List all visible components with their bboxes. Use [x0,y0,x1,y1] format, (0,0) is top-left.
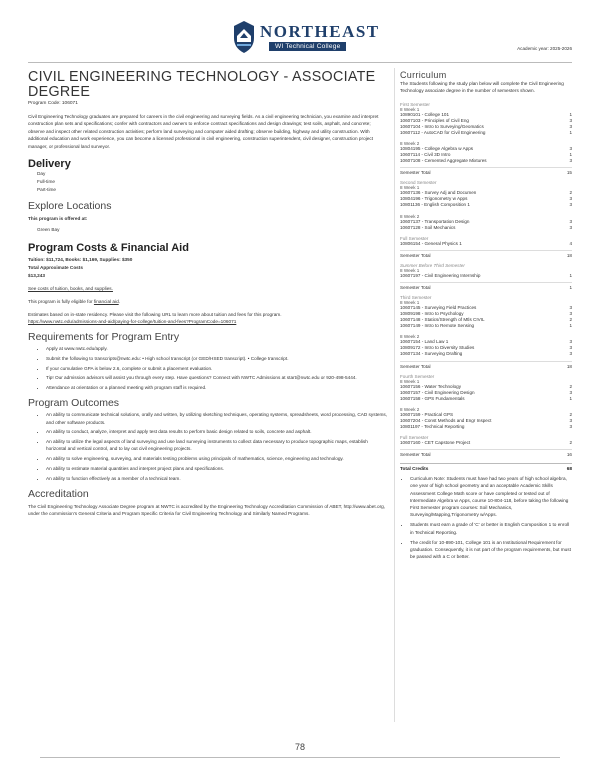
costs-heading: Program Costs & Financial Aid [28,242,189,255]
semester-title: First Semester [400,101,430,107]
semester-total-label: Semester Total [400,452,431,458]
course-credits: 3 [569,311,572,316]
course-credits: 2 [569,411,572,417]
course-name: 10607114 - Civil 3D Intro [400,152,451,158]
semester-total [400,361,572,369]
course-credits: 1 [569,111,572,117]
course-row [400,351,572,357]
program-description: Civil Engineering Technology graduates are prepared for careers in the civil engineering and surveying fields. As a civil engineering technician, you examine and interpret construction plan sets and specifications; confer with contractors and owners to enforce contract specifications and design drawings; test soils, asphalt, and concrete; observe and inspect other related construction activities; perform land surveying and computer aided drafting; observe building, highway and utility construction. With additional education and work experience, you can become a licensed professional in civil engineering, construction superintendent, civil designer, construction project manager, or professional land surveyor. [28,114,379,149]
course-row [400,273,572,279]
approx-costs-label: Total Approximate Costs [28,265,83,271]
course-name: 10607157 - Civil Engineering Design [400,389,475,395]
course-credits: 2 [569,317,572,323]
course-row [400,130,572,136]
list-item: • If your cumulative GPA is below 2.6, complete or submit a placement evaluation. [46,365,388,372]
total-credits-value: 68 [566,466,572,472]
course-credits: 2 [569,440,572,446]
list-item: • Tip! Our admission advisors will assist you through every step. Have questions? Connect with NWTC Admissions at start@nwtc.edu or 920-498-5444. [46,374,388,381]
course-name: 10607149 - Intro to Remote Sensing [400,323,475,329]
course-credits: 1 [569,272,572,278]
total-credits-label: Total Credits [400,466,429,472]
course-row [400,424,572,430]
aid-suffix: . [118,299,120,305]
session-label: 8 Week 2 [400,406,420,412]
course-credits: 2 [569,190,572,196]
session-label: Full Semester [400,235,429,241]
financial-aid-line [28,298,388,306]
list-item: • Apply at www.nwtc.edu/apply. [46,345,388,352]
course-credits: 1 [569,129,572,135]
course-name: 10607158 - GPS Fundamentals [400,395,465,401]
financial-aid-link[interactable]: financial aid [93,299,119,305]
course-name: 10801136 - English Composition 1 [400,202,470,208]
course-credits: 2 [569,383,572,389]
course-name: 10607112 - AutoCAD for Civil Engineering [400,129,486,135]
course-name: 10607145 - Surveying Field Practices [400,304,477,310]
list-item: • An ability to communicate technical solutions, orally and written, by utilizing sketching techniques, operating systems, spreadsheets, word processing, CAD systems, and other software products. [46,411,388,425]
course-name: 10801197 - Technical Reporting [400,424,465,430]
semester-title: Second Semester [400,180,437,186]
list-item: • An ability to solve engineering, surveying, and materials testing problems using principals of mathematics, science, engineering and technology. [46,455,388,462]
course-credits: 3 [569,196,572,202]
course-name: 10890101 - College 101 [400,111,450,117]
course-credits: 3 [569,145,572,151]
session-label: 8 Week 1 [400,378,420,384]
course-name: 10809198 - Intro to Psychology [400,311,464,316]
accreditation-heading: Accreditation [28,488,89,501]
requirements-heading: Requirements for Program Entry [28,331,180,344]
session-label: 8 Week 1 [400,185,420,191]
course-row [400,241,572,247]
course-credits: 3 [569,202,572,208]
header-divider [28,62,572,63]
list-item: • An ability to estimate material quantities and interpret project plans and specifications. [46,465,388,472]
course-credits: 3 [569,304,572,310]
session-label: 8 Week 1 [400,106,420,112]
semester-title: Fourth Semester [400,373,435,379]
footer-divider [40,757,560,758]
course-credits: 3 [569,417,572,423]
list-item: • An ability to conduct, analyze, interpret and apply test data results to perform basic design related to soils, concrete and asphalt. [46,428,388,435]
total-credits [400,463,572,471]
course-name: 10607108 - Cemented Aggregate Mixtures [400,158,487,164]
semester-total [400,449,572,457]
curriculum-heading: Curriculum [400,70,447,80]
semester-total-value: 16 [566,452,572,458]
course-credits: 1 [569,152,572,158]
course-name: 10607103 - Principles of Civil Eng [400,117,469,123]
delivery-item: Full-time [37,179,55,185]
course-name: 10607156 - Water Technology [400,383,462,389]
course-credits: 3 [569,424,572,430]
course-row [400,225,572,231]
semester-title: Third Semester [400,294,432,300]
list-item: • An ability to utilize the legal aspects of land surveying and use land surveying instruments to collect data necessary to produce topographic maps, establish horizontal and vertical control, and to lay out civil engineering projects. [46,438,388,452]
semester-total [400,282,572,290]
program-details-column [28,70,388,518]
explore-locations-heading: Explore Locations [28,200,112,213]
course-name: 10804195 - College Algebra w Apps [400,145,474,151]
course-row [400,440,572,446]
outcomes-list [28,411,388,482]
column-divider [394,68,395,722]
course-name: 10607159 - Practical GPS [400,411,454,417]
list-item: • Curriculum Note: Students must have had two years of high school algebra, one year of high school geometry and an acceptable Academic Skills Assessment College Math score or have completed or tested out of Intermediate Algebra w Apps, course 10-804-118, before taking the following First Semester program courses: Soil Mechanics, Surveying/Mapping,Trigonometry w/Apps. [410,475,572,518]
college-logo [232,20,380,56]
shield-logo-icon [232,20,256,54]
course-row [400,158,572,164]
semester-total [400,167,572,175]
curriculum-intro: The Students following the study plan below will complete the Civil Engineering Technology associate degree in the number of semesters shown. [400,81,564,93]
curriculum-notes [400,475,572,560]
semester-total-value: 15 [566,170,572,176]
course-row [400,202,572,208]
session-label: 8 Week 2 [400,140,420,146]
course-name: 10607134 - Surveying Drafting [400,351,463,357]
course-name: 10607137 - Transportation Design [400,218,470,224]
course-credits: 3 [569,123,572,129]
semester-total-label: Semester Total [400,170,431,176]
list-item: • Attendance at orientation or a planned meeting with program staff is required. [46,384,388,391]
semester-total-value: 18 [566,363,572,369]
course-name: 10607104 - Intro to Surveying/Geomatics [400,123,484,129]
page-title: CIVIL ENGINEERING TECHNOLOGY - ASSOCIATE DEGREE [28,69,376,100]
course-credits: 3 [569,224,572,230]
semester-total-label: Semester Total [400,252,431,258]
semester-total-label: Semester Total [400,284,431,290]
semester-total-label: Semester Total [400,363,431,369]
course-credits: 3 [569,117,572,123]
course-row [400,396,572,402]
approx-costs-value: $13,243 [28,273,45,279]
course-name: 10607136 - Survey Adj and Documen [400,190,477,196]
delivery-list [37,170,388,194]
course-name: 10607128 - Soil Mechanics [400,224,456,230]
session-label: 8 Week 1 [400,299,420,305]
course-name: 10804196 - Trigonometry w Apps [400,196,468,202]
course-name: 10607160 - CET Capstone Project [400,440,471,446]
course-credits: 3 [569,218,572,224]
logo-subtitle: WI Technical College [269,42,346,51]
accreditation-text: The Civil Engineering Technology Associate Degree program at NWTC is accredited by the Engineering Technology Accreditation Commission of ABET, http://www.abet.org, under the commission's General Criteria and Program Specific Criteria for Civil Engineering Technology and Similarly Named Programs. [28,504,386,517]
session-label: 8 Week 2 [400,213,420,219]
tuition-line: Tuition: $11,724, Books: $1,169, Supplies: $350 [28,257,133,263]
semester-total-value: 18 [566,252,572,258]
delivery-heading: Delivery [28,158,71,171]
course-name: 10607197 - Civil Engineering Internship [400,272,481,278]
list-item: • The credit for 10-890-101, College 101 is an Institutional Requirement for graduation. Consequently, it is not part of the program requirements, but must be passed with a C or better. [410,539,572,561]
program-code: Program Code: 106071 [28,101,78,106]
course-row [400,323,572,329]
aid-prefix: This program is fully eligible for [28,299,94,305]
course-credits: 3 [569,345,572,351]
delivery-item: Day [37,171,46,177]
location-item: Green Bay [37,227,60,233]
outcomes-heading: Program Outcomes [28,397,120,410]
list-item: • An ability to function effectively as a member of a technical team. [46,475,388,482]
page-number: 78 [294,742,305,752]
academic-year: Academic year: 2025-2026 [517,46,572,51]
delivery-item: Part-time [37,187,57,193]
course-credits: 4 [569,240,572,246]
course-name: 10607204 - Const Methods and Engr Inspect [400,417,492,423]
course-credits: 1 [569,395,572,401]
logo-name: NORTHEAST [260,22,380,41]
requirements-list [28,345,388,391]
course-credits: 3 [569,389,572,395]
course-name: 10806154 - General Physics 1 [400,240,462,246]
course-credits: 3 [569,351,572,357]
offered-at-label: This program is offered at: [28,216,88,222]
costs-link[interactable]: See costs of tuition, books, and supplies. [28,286,113,292]
course-name: 10809172 - Intro to Diversity Studies [400,345,475,351]
session-label: 8 Week 2 [400,334,420,340]
semester-total [400,250,572,258]
estimate-note: Estimates based on in-state residency. Please visit the following URL to learn more about tuition and fees for this program. [28,312,282,318]
course-name: 10607154 - Land Law 1 [400,339,449,345]
semester-total-value: 1 [569,284,572,290]
course-name: 10607148 - Statics/Strength of Mtls CIVIL [400,317,485,323]
tuition-url-link[interactable]: https://www.nwtc.edu/admissions-and-aid/paying-for-college/tuition-and-fees?ProgramCode=106071 [28,319,237,325]
session-label: Full Semester [400,435,429,441]
course-credits: 3 [569,158,572,164]
semester-title: Summer Before Third Semester [400,262,465,268]
course-credits: 3 [569,339,572,345]
course-credits: 1 [569,323,572,329]
list-item: • Students must earn a grade of 'C' or better in English Composition 1 to enroll in Technical Reporting. [410,521,572,535]
curriculum-column [400,70,572,563]
list-item: • Submit the following to transcripts@nwtc.edu: • High school transcript (or GED/HSED transcript). • College transcript. [46,355,388,362]
session-label: 8 Week 1 [400,267,420,273]
